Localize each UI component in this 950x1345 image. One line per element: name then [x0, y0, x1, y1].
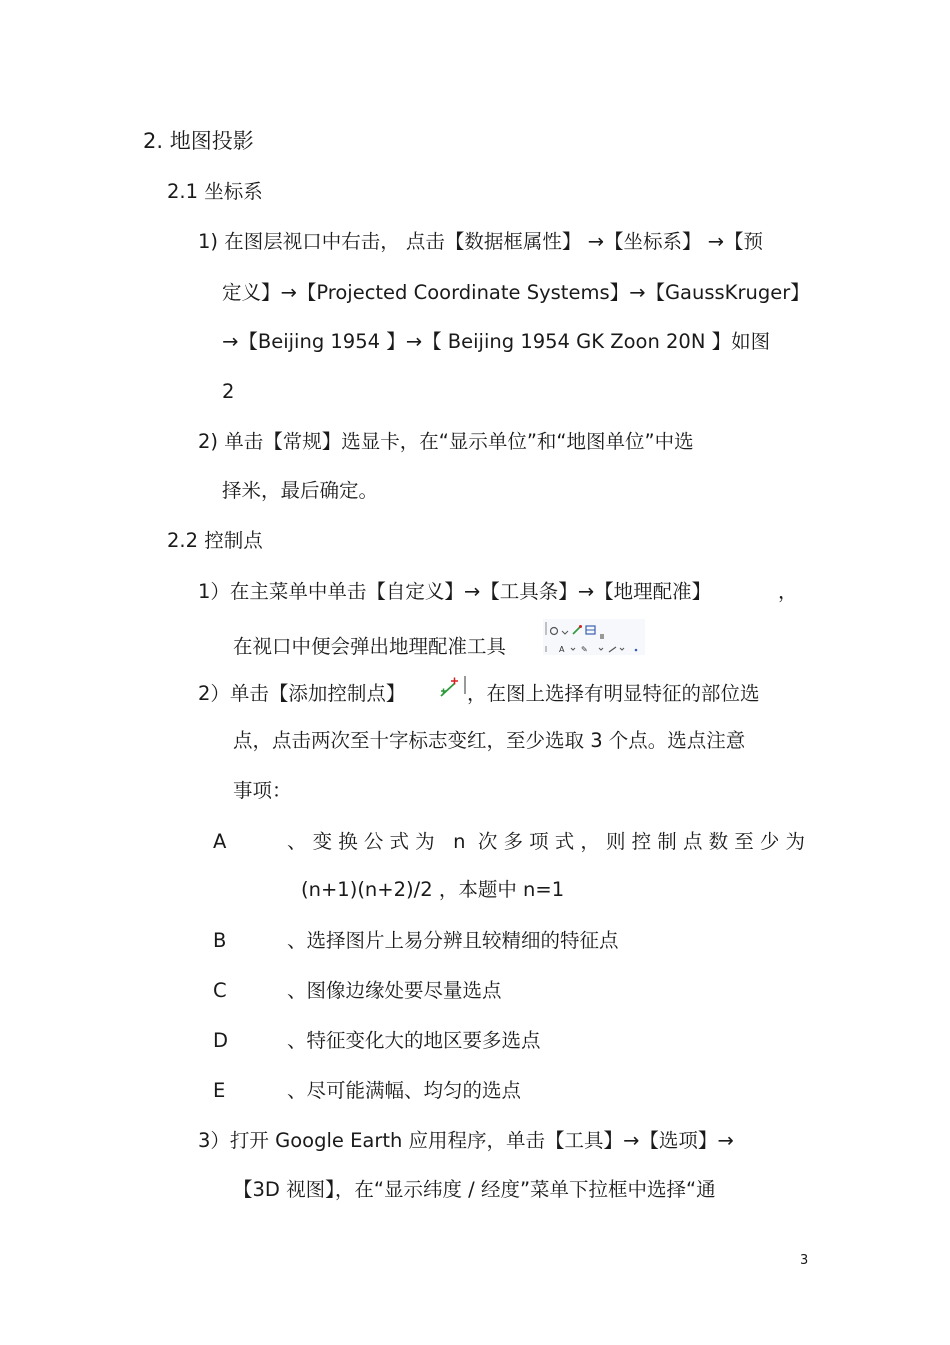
svg-text:A: A [559, 645, 565, 654]
note-letter: D [213, 1029, 229, 1052]
paragraph-line: 点，点击两次至十字标志变红，至少选取 3 个点。选点注意 [233, 729, 746, 752]
subsection-heading-control-points: 2.2 控制点 [167, 529, 263, 552]
note-text: 、选择图片上易分辨且较精细的特征点 [287, 929, 619, 952]
paragraph-line: 在视口中便会弹出地理配准工具 [233, 635, 507, 658]
note-text: 、特征变化大的地区要多选点 [287, 1029, 541, 1052]
note-text-continuation: (n+1)(n+2)/2 ，本题中 n=1 [301, 878, 565, 901]
georeferencing-toolbar-icon [543, 619, 645, 655]
paragraph-line: ，在图上选择有明显特征的部位选 [467, 682, 760, 705]
paragraph-line: 2 [222, 380, 235, 403]
page-number: 3 [800, 1253, 809, 1268]
paragraph-line: 2）单击【添加控制点】 [198, 682, 406, 705]
note-text: 、尽可能满幅、均匀的选点 [287, 1079, 522, 1102]
paragraph-line: 3）打开 Google Earth 应用程序，单击【工具】→【选项】→ [198, 1129, 734, 1152]
add-control-point-icon [437, 674, 469, 700]
note-text: 、变换公式为 n 次多项式，则控制点数至少为 [287, 830, 805, 853]
note-letter: E [213, 1079, 226, 1102]
section-heading: 2. 地图投影 [143, 129, 254, 153]
paragraph-line: →【Beijing 1954 】→【 Beijing 1954 GK Zoon 20N 】如图 [222, 330, 771, 353]
paragraph-line: 事项： [233, 779, 292, 802]
paragraph-line: 【3D 视图】，在“显示纬度 / 经度”菜单下拉框中选择“通 [233, 1178, 716, 1201]
note-letter: A [213, 830, 227, 853]
note-letter: C [213, 979, 227, 1002]
paragraph-comma: ， [778, 580, 798, 603]
note-text: 、图像边缘处要尽量选点 [287, 979, 502, 1002]
subsection-heading-coordinate-system: 2.1 坐标系 [167, 180, 263, 203]
note-letter: B [213, 929, 227, 952]
paragraph-line: 择米，最后确定。 [222, 479, 379, 502]
paragraph-line: 定义】→【Projected Coordinate Systems】→【GaussKruger】 [222, 281, 810, 304]
paragraph-line: 2) 单击【常规】选显卡，在“显示单位”和“地图单位”中选 [198, 430, 694, 453]
paragraph-line: 1）在主菜单中单击【自定义】→【工具条】→【地理配准】 [198, 580, 712, 603]
paragraph-line: 1) 在图层视口中右击， 点击【数据框属性】 →【坐标系】 →【预 [198, 230, 763, 253]
svg-text:✎: ✎ [581, 645, 588, 654]
